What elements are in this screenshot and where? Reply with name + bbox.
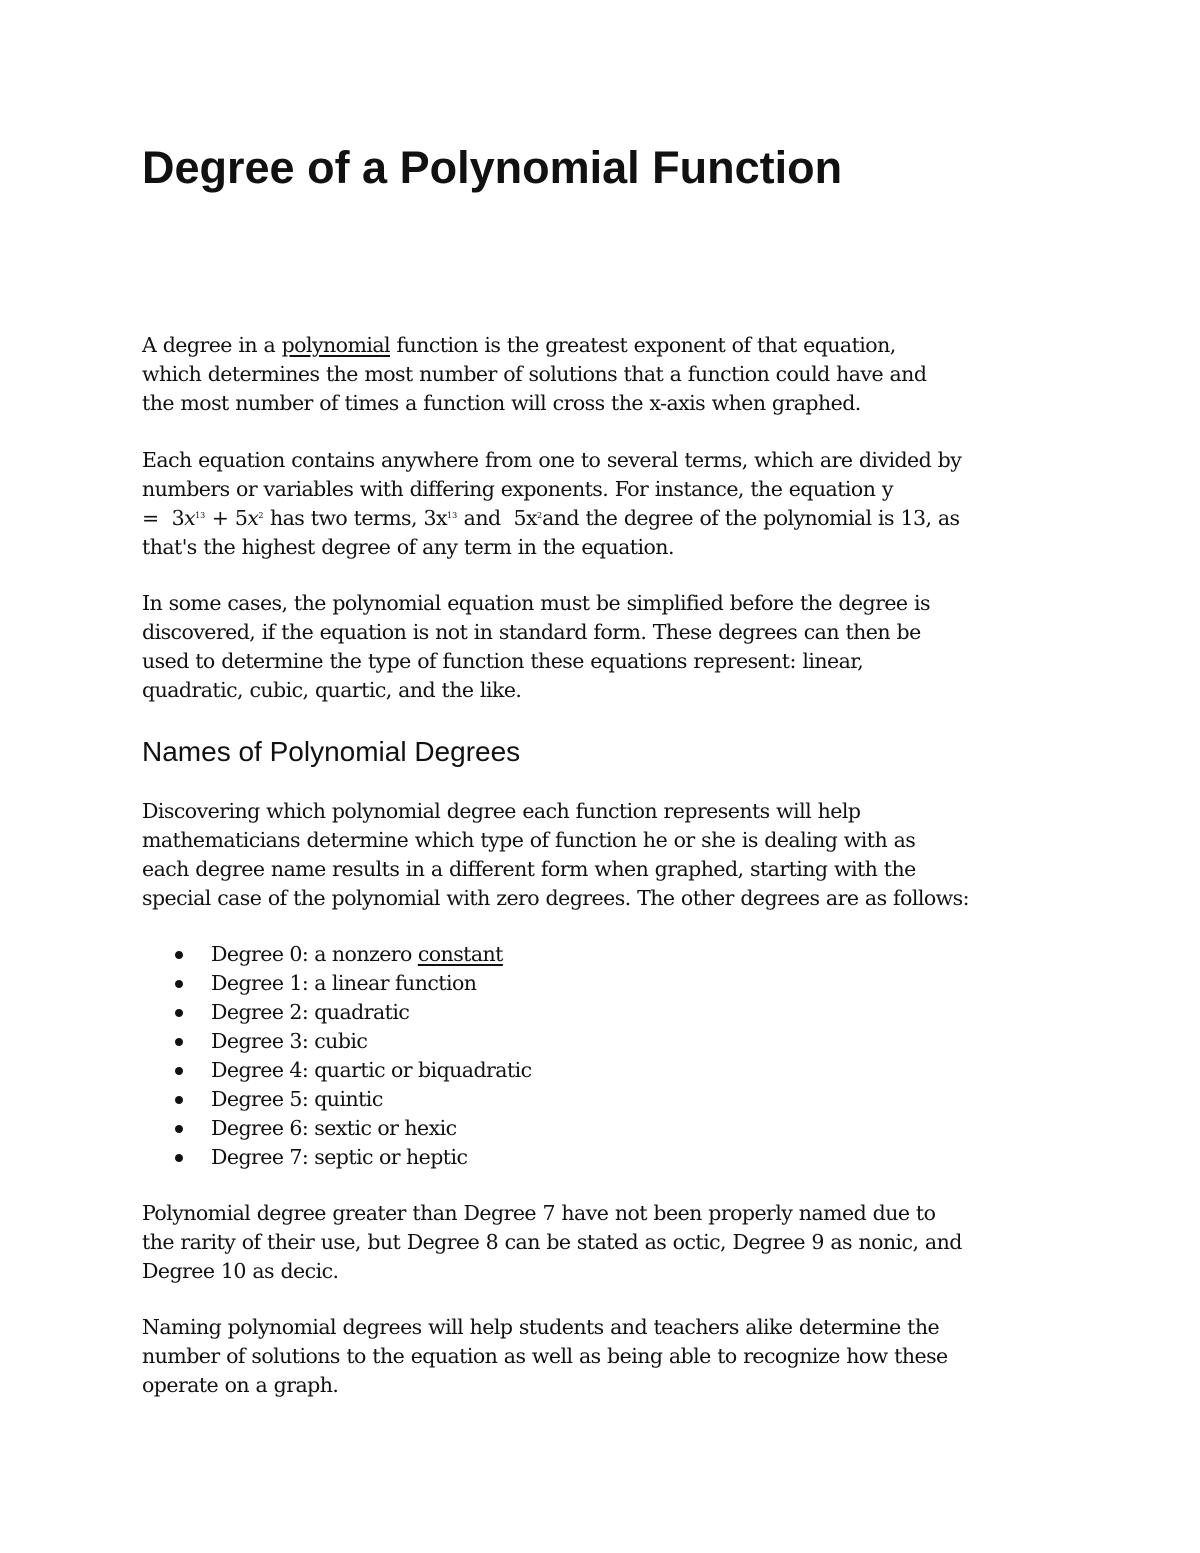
paragraph-line: which determines the most number of solutions that a function could have and [142, 362, 927, 386]
paragraph-line: Discovering which polynomial degree each function represents will help [142, 799, 861, 823]
equals-sign: = [142, 506, 159, 530]
variable: x [184, 506, 196, 530]
term-base: 5x [513, 506, 537, 530]
paragraph-discovering [142, 797, 1072, 913]
polynomial-link[interactable]: polynomial [281, 333, 391, 357]
list-item-text: Degree 4: quartic or biquadratic [211, 1058, 532, 1082]
bullet-icon [175, 951, 183, 959]
text-span: function is the greatest exponent of that equation, [390, 333, 896, 357]
list-item-text: Degree 7: septic or heptic [211, 1145, 468, 1169]
paragraph-line: that's the highest degree of any term in the equation. [142, 535, 674, 559]
page-title: Degree of a Polynomial Function [142, 142, 843, 193]
plus-sign: + [211, 506, 229, 530]
paragraph-line: each degree name results in a different form when graphed, starting with the [142, 857, 916, 881]
paragraph-line: special case of the polynomial with zero degrees. The other degrees are as follows: [142, 886, 969, 910]
list-item-text: Degree 2: quadratic [211, 1000, 410, 1024]
text-span: and the degree of the polynomial is 13, as [542, 506, 960, 530]
paragraph-line: used to determine the type of function these equations represent: linear, [142, 649, 864, 673]
text-span: has two terms, [269, 506, 417, 530]
exponent: 13 [195, 511, 206, 520]
text-span: and [463, 506, 501, 530]
term-two [513, 506, 542, 530]
paragraph-line: quadratic, cubic, quartic, and the like. [142, 678, 522, 702]
variable: x [247, 506, 259, 530]
paragraph-line: mathematicians determine which type of function he or she is dealing with as [142, 828, 916, 852]
paragraph-conclusion [142, 1313, 1072, 1400]
paragraph-line: number of solutions to the equation as well as being able to recognize how these [142, 1344, 948, 1368]
list-item [142, 1027, 532, 1056]
bullet-icon [175, 1067, 183, 1075]
term-one [423, 506, 457, 530]
coefficient: 3 [171, 506, 185, 530]
bullet-icon [175, 1096, 183, 1104]
paragraph-line: operate on a graph. [142, 1373, 339, 1397]
list-item [142, 940, 532, 969]
coefficient: 5 [234, 506, 248, 530]
text-span: Degree 0: a nonzero [211, 942, 418, 966]
section-heading: Names of Polynomial Degrees [142, 736, 521, 767]
bullet-icon [175, 1125, 183, 1133]
paragraph-line: Polynomial degree greater than Degree 7 have not been properly named due to [142, 1201, 936, 1225]
paragraph-definition [142, 331, 1072, 418]
bullet-icon [175, 980, 183, 988]
paragraph-line: Naming polynomial degrees will help students and teachers alike determine the [142, 1315, 940, 1339]
paragraph-higher-degrees [142, 1199, 1072, 1286]
term-base: 3x [423, 506, 447, 530]
paragraph-simplification [142, 589, 1072, 705]
list-item [142, 1114, 532, 1143]
bullet-icon [175, 1038, 183, 1046]
exponent: 13 [446, 511, 458, 520]
paragraph-line: Each equation contains anywhere from one to several terms, which are divided by [142, 448, 962, 472]
list-item [142, 969, 532, 998]
exponent: 2 [258, 511, 264, 520]
constant-link[interactable]: constant [417, 942, 503, 966]
paragraph-line: numbers or variables with differing exponents. For instance, the equation y [142, 477, 893, 501]
text-span: A degree in a [142, 333, 282, 357]
paragraph-line [142, 331, 1072, 360]
list-item-text: Degree 3: cubic [211, 1029, 368, 1053]
list-item [142, 1056, 532, 1085]
paragraph-line: the most number of times a function will cross the x-axis when graphed. [142, 391, 861, 415]
list-item-text: Degree 1: a linear function [211, 971, 477, 995]
list-item-text: Degree 6: sextic or hexic [211, 1116, 457, 1140]
paragraph-line-equation [142, 504, 1072, 533]
list-item-text: Degree 5: quintic [211, 1087, 383, 1111]
list-item [142, 1143, 532, 1172]
bullet-icon [175, 1009, 183, 1017]
bullet-icon [175, 1154, 183, 1162]
list-item [142, 998, 532, 1027]
paragraph-line: the rarity of their use, but Degree 8 can be stated as octic, Degree 9 as nonic, and [142, 1230, 962, 1254]
paragraph-line: discovered, if the equation is not in standard form. These degrees can then be [142, 620, 921, 644]
paragraph-terms [142, 446, 1072, 562]
degree-list [142, 940, 532, 1172]
exponent: 2 [537, 511, 543, 520]
equation-expression [172, 506, 264, 530]
list-item [142, 1085, 532, 1114]
paragraph-line: In some cases, the polynomial equation must be simplified before the degree is [142, 591, 930, 615]
paragraph-line: Degree 10 as decic. [142, 1259, 339, 1283]
